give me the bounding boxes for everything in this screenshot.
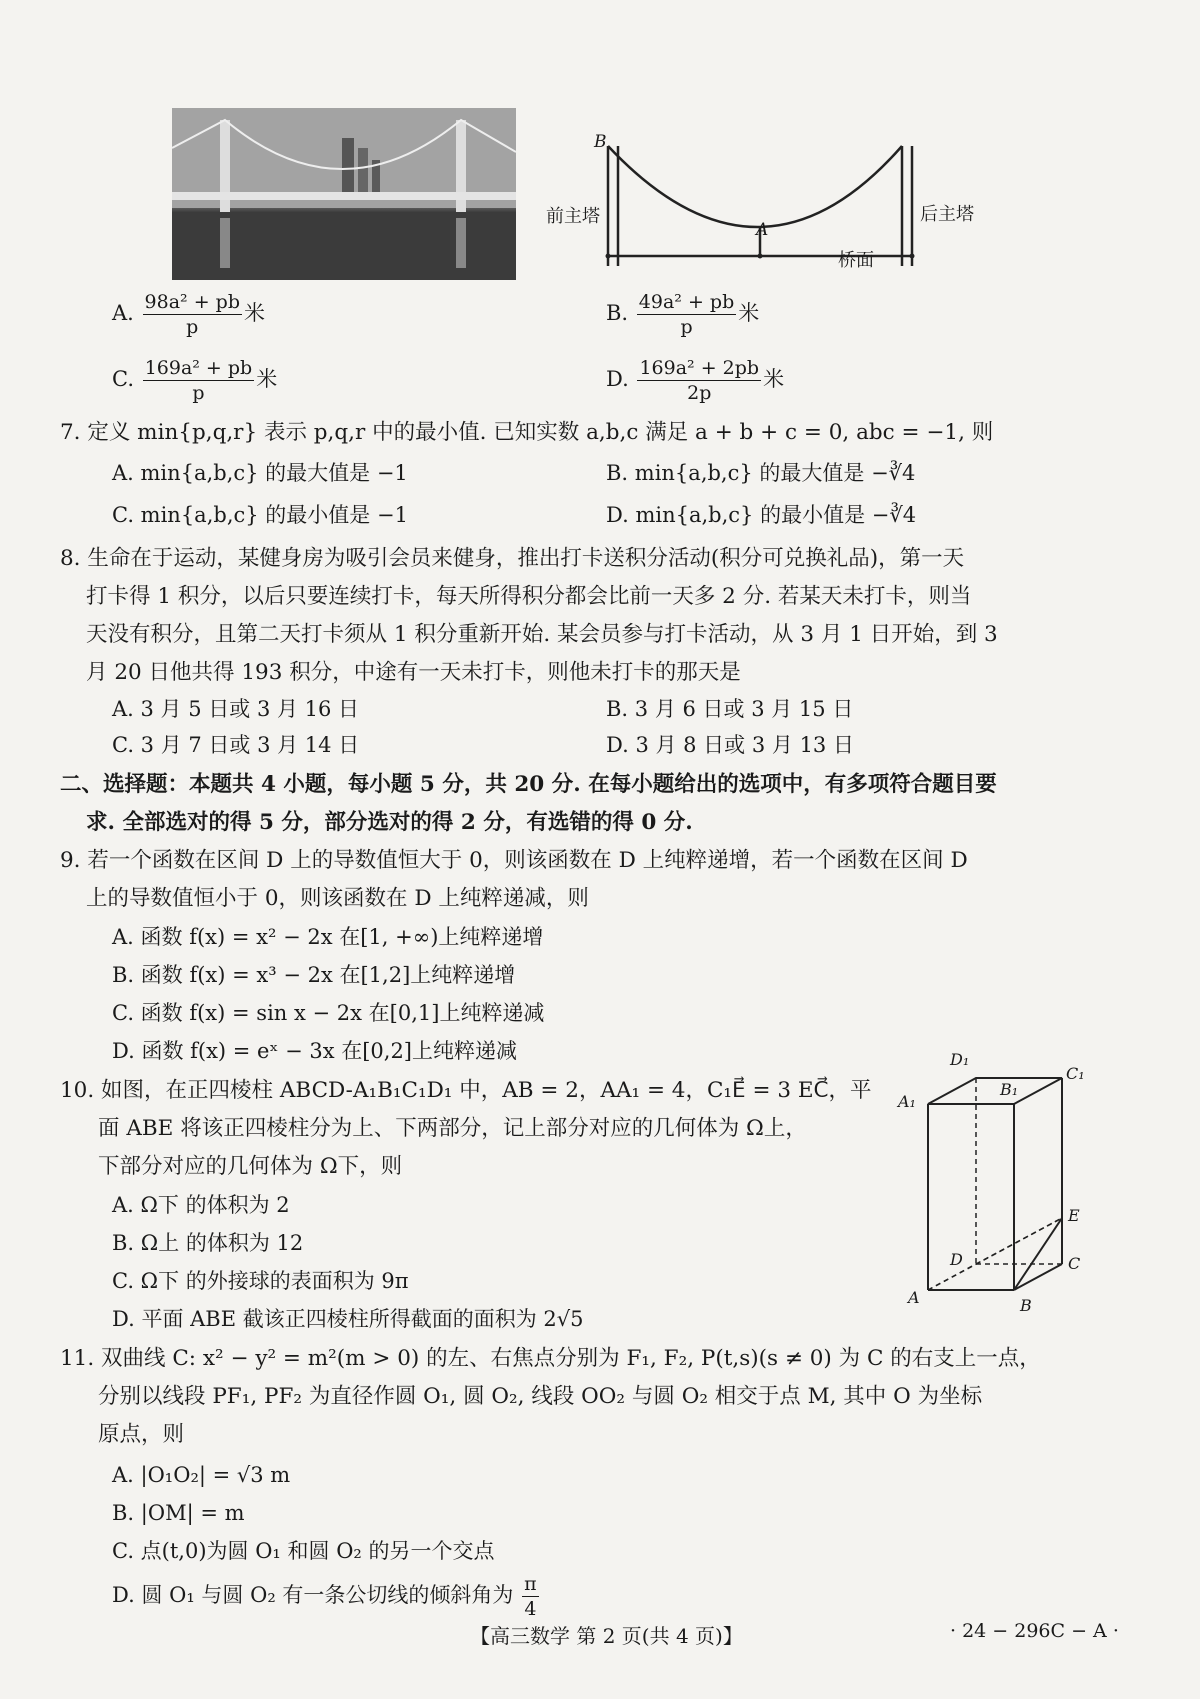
q8-option-b[interactable]: B. 3 月 6 日或 3 月 15 日 xyxy=(606,697,854,721)
section2-header-line-1: 二、选择题：本题共 4 小题，每小题 5 分，共 20 分. 在每小题给出的选项中，有多项符合题目要 xyxy=(60,772,997,797)
q9-option-c[interactable]: C. 函数 f(x) = sin x − 2x 在[0,1]上纯粹递减 xyxy=(112,1001,545,1025)
q9-option-d[interactable]: D. 函数 f(x) = eˣ − 3x 在[0,2]上纯粹递减 xyxy=(112,1039,517,1063)
q11-option-b[interactable]: B. |OM| = m xyxy=(112,1501,245,1525)
prism-label-b1: B₁ xyxy=(1000,1080,1019,1099)
q7-option-c[interactable]: C. min{a,b,c} 的最小值是 −1 xyxy=(112,503,408,527)
section2-header-line-2: 求. 全部选对的得 5 分，部分选对的得 2 分，有选错的得 0 分. xyxy=(86,810,693,835)
prism-label-a: A xyxy=(908,1288,920,1307)
q10-option-a[interactable]: A. Ω下 的体积为 2 xyxy=(112,1193,290,1217)
q6-option-a[interactable]: A. $\frac{\text{98a² + pb}}{p}$ 米 xyxy=(112,291,265,338)
prism-label-e: E xyxy=(1068,1206,1080,1225)
q10-option-b[interactable]: B. Ω上 的体积为 12 xyxy=(112,1231,304,1255)
q11-line-2: 分别以线段 PF₁, PF₂ 为直径作圆 O₁, 圆 O₂, 线段 OO₂ 与圆 O₂ 相交于点 M, 其中 O 为坐标 xyxy=(98,1384,983,1409)
q8-line-4: 月 20 日他共得 193 积分，中途有一天未打卡，则他未打卡的那天是 xyxy=(86,660,741,685)
q9-line-2: 上的导数值恒小于 0，则该函数在 D 上纯粹递减，则 xyxy=(86,886,589,911)
q11-option-c[interactable]: C. 点(t,0)为圆 O₁ 和圆 O₂ 的另一个交点 xyxy=(112,1539,495,1563)
prism-label-d1: D₁ xyxy=(950,1050,970,1069)
q7-option-a[interactable]: A. min{a,b,c} 的最大值是 −1 xyxy=(112,461,408,485)
q9-line-1: 9. 若一个函数在区间 D 上的导数值恒大于 0，则该函数在 D 上纯粹递增，若一个函数在区间 D xyxy=(60,848,968,873)
q8-option-c[interactable]: C. 3 月 7 日或 3 月 14 日 xyxy=(112,733,360,757)
q11-line-1: 11. 双曲线 C: x² − y² = m²(m > 0) 的左、右焦点分别为 F₁, F₂, P(t,s)(s ≠ 0) 为 C 的右支上一点， xyxy=(60,1346,1041,1371)
q8-line-2: 打卡得 1 积分，以后只要连续打卡，每天所得积分都会比前一天多 2 分. 若某天未打卡，则当 xyxy=(86,584,972,609)
q6-option-c[interactable]: C. $\frac{\text{169a² + pb}}{p}$ 米 xyxy=(112,357,278,404)
prism-label-c1: C₁ xyxy=(1066,1064,1085,1083)
page-footer: 【高三数学 第 2 页(共 4 页)】 xyxy=(470,1624,743,1648)
q8-option-d[interactable]: D. 3 月 8 日或 3 月 13 日 xyxy=(606,733,854,757)
q11-line-3: 原点，则 xyxy=(98,1422,185,1447)
prism-label-a1: A₁ xyxy=(898,1092,916,1111)
q11-option-d[interactable]: D. 圆 O₁ 与圆 O₂ 有一条公切线的倾斜角为 $\frac{\pi}{4}$ xyxy=(112,1573,537,1620)
diagram-back-tower: 后主塔 xyxy=(920,204,974,225)
prism-label-c: C xyxy=(1068,1254,1081,1273)
bridge-photo xyxy=(172,108,516,280)
q8-option-a[interactable]: A. 3 月 5 日或 3 月 16 日 xyxy=(112,697,360,721)
q7-stem: 7. 定义 min{p,q,r} 表示 p,q,r 中的最小值. 已知实数 a,b,c 满足 a + b + c = 0, abc = −1, 则 xyxy=(60,420,994,445)
diagram-front-tower: 前主塔 xyxy=(546,206,600,227)
q8-line-3: 天没有积分，且第二天打卡须从 1 积分重新开始. 某会员参与打卡活动，从 3 月 1 日开始，到 3 xyxy=(86,622,998,647)
diagram-deck: 桥面 xyxy=(838,250,874,271)
prism-diagram xyxy=(900,1060,1140,1320)
q7-option-b[interactable]: B. min{a,b,c} 的最大值是 −∛4 xyxy=(606,461,916,485)
q10-option-c[interactable]: C. Ω下 的外接球的表面积为 9π xyxy=(112,1269,409,1293)
q10-option-d[interactable]: D. 平面 ABE 截该正四棱柱所得截面的面积为 2√5 xyxy=(112,1307,584,1331)
q11-option-a[interactable]: A. |O₁O₂| = √3 m xyxy=(112,1463,291,1487)
q10-line-2: 面 ABE 将该正四棱柱分为上、下两部分，记上部分对应的几何体为 Ω上， xyxy=(98,1116,807,1141)
prism-label-b: B xyxy=(1020,1296,1032,1315)
q7-option-d[interactable]: D. min{a,b,c} 的最小值是 −∛4 xyxy=(606,503,917,527)
q6-option-b[interactable]: B. $\frac{\text{49a² + pb}}{p}$ 米 xyxy=(606,291,760,338)
bridge-photo-drawing xyxy=(172,108,516,280)
q10-line-3: 下部分对应的几何体为 Ω下，则 xyxy=(98,1154,403,1179)
q9-option-a[interactable]: A. 函数 f(x) = x² − 2x 在[1, +∞)上纯粹递增 xyxy=(112,925,544,949)
q10-line-1: 10. 如图，在正四棱柱 ABCD-A₁B₁C₁D₁ 中，AB = 2，AA₁ = 4，C₁E⃗ = 3 EC⃗，平 xyxy=(60,1078,872,1103)
q9-option-b[interactable]: B. 函数 f(x) = x³ − 2x 在[1,2]上纯粹递增 xyxy=(112,963,516,987)
diagram-label-a: A xyxy=(756,220,769,240)
exam-code: · 24 − 296C − A · xyxy=(950,1620,1119,1642)
prism-label-d: D xyxy=(950,1250,963,1269)
q6-option-d[interactable]: D. $\frac{\text{169a² + 2pb}}{2p}$ 米 xyxy=(606,357,785,404)
diagram-label-b: B xyxy=(594,132,607,152)
q8-line-1: 8. 生命在于运动，某健身房为吸引会员来健身，推出打卡送积分活动(积分可兑换礼品)，第一天 xyxy=(60,546,965,571)
